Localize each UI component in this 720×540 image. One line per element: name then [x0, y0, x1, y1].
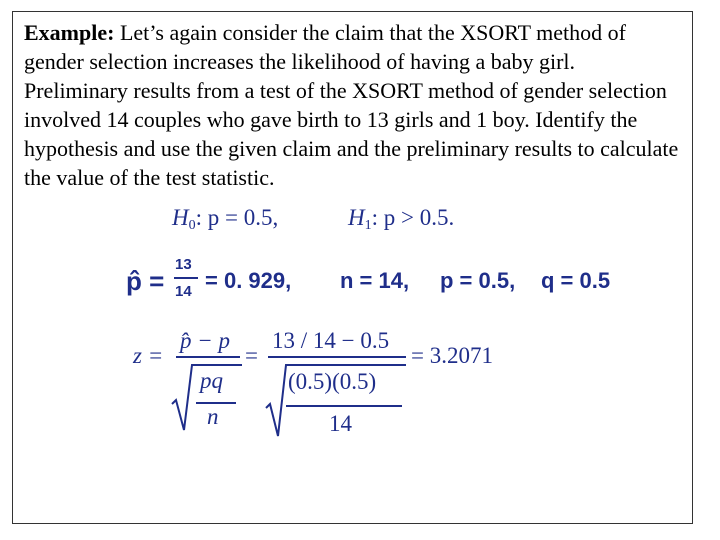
phat-value: = 0. 929,	[205, 268, 292, 293]
q-value-label: q = 0.5	[541, 268, 611, 293]
example-paragraph	[24, 18, 684, 192]
z-fraction-line-1	[176, 356, 240, 358]
z-numerator-1: p̂ − p	[180, 328, 231, 353]
phat-denominator: 14	[175, 283, 192, 300]
z-fraction-line-2	[268, 356, 406, 358]
z-den1-bottom: n	[207, 404, 219, 429]
example-text: Let’s again consider the claim that the XSORT method of gender selection increases the likelihood of having a baby girl. Preliminary results from a test of the XSORT method of gender selection involved 14 couples who gave birth to 13 girls and 1 boy. Identify the hypothesis and use the given claim and the preliminary results to calculate the value of the test statistic.	[24, 20, 679, 190]
z-label: z =	[133, 343, 164, 368]
sample-size: n = 14,	[340, 268, 410, 293]
alternative-hypothesis: $H_1$: p > 0.5.	[348, 205, 455, 233]
z-den2-line	[286, 405, 402, 407]
z-numerator-2: 13 / 14 − 0.5	[272, 328, 390, 353]
z-equals-2: =	[245, 343, 258, 368]
p-value-label: p = 0.5,	[440, 268, 516, 293]
phat-numerator: 13	[175, 256, 192, 273]
z-den1-top: pq	[200, 368, 223, 393]
z-den2-bottom: 14	[329, 411, 352, 436]
null-hypothesis: $H_0$: p = 0.5,	[172, 205, 279, 233]
phat-fraction-line	[174, 277, 198, 279]
example-label: Example:	[24, 20, 115, 45]
z-den2-top: (0.5)(0.5)	[288, 369, 377, 394]
phat-lhs: p̂ =	[126, 266, 165, 296]
z-result: = 3.2071	[411, 343, 493, 368]
